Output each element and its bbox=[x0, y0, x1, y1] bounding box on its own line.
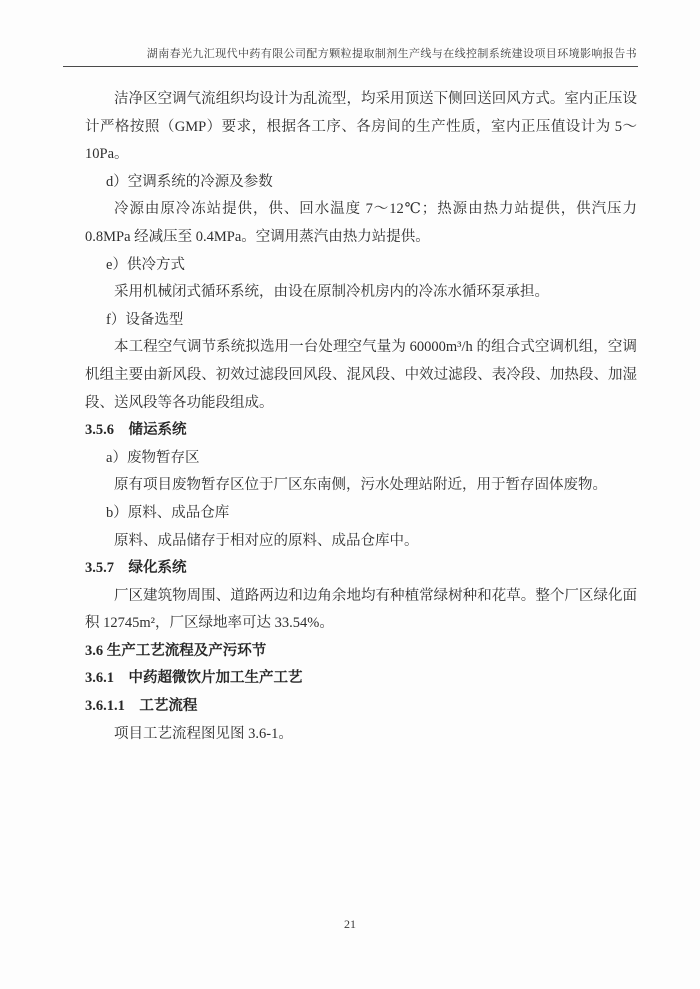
paragraph: 原料、成品储存于相对应的原料、成品仓库中。 bbox=[114, 532, 419, 549]
list-item: a）废物暂存区 bbox=[106, 449, 200, 466]
list-item: b）原料、成品仓库 bbox=[106, 504, 230, 521]
section-heading: 3.6.1 中药超微饮片加工生产工艺 bbox=[85, 670, 303, 687]
paragraph: 冷源由原冷冻站提供，供、回水温度 7～12℃；热源由热力站提供，供汽压力 0.8MPa 经减压至 0.4MPa。空调用蒸汽由热力站提供。 bbox=[85, 201, 637, 245]
section-heading: 3.6 生产工艺流程及产污环节 bbox=[85, 642, 267, 659]
section-heading: 3.5.6 储运系统 bbox=[85, 422, 187, 439]
page-number: 21 bbox=[344, 917, 356, 931]
page-header-title: 湖南春光九汇现代中药有限公司配方颗粒提取制剂生产线与在线控制系统建设项目环境影响报告书 bbox=[146, 48, 637, 60]
header-rule bbox=[63, 66, 638, 67]
paragraph: 项目工艺流程图见图 3.6-1。 bbox=[114, 725, 293, 742]
paragraph: 原有项目废物暂存区位于厂区东南侧，污水处理站附近，用于暂存固体废物。 bbox=[114, 477, 607, 494]
paragraph: 厂区建筑物周围、道路两边和边角余地均有种植常绿树种和花草。整个厂区绿化面积 12745m²，厂区绿地率可达 33.54%。 bbox=[85, 587, 637, 632]
list-item: e）供冷方式 bbox=[106, 256, 185, 273]
section-heading: 3.6.1.1 工艺流程 bbox=[85, 698, 198, 715]
document-body bbox=[85, 86, 637, 748]
list-item: f）设备选型 bbox=[106, 311, 184, 328]
list-item: d）空调系统的冷源及参数 bbox=[106, 173, 273, 190]
paragraph: 洁净区空调气流组织均设计为乱流型，均采用顶送下侧回送回风方式。室内正压设计严格按照（GMP）要求，根据各工序、各房间的生产性质，室内正压值设计为 5～10Pa。 bbox=[85, 91, 637, 163]
paragraph: 本工程空气调节系统拟选用一台处理空气量为 60000m³/h 的组合式空调机组，空调机组主要由新风段、初效过滤段回风段、混风段、中效过滤段、表冷段、加热段、加湿段、送风段等各功能段组成。 bbox=[85, 339, 637, 411]
section-heading: 3.5.7 绿化系统 bbox=[85, 560, 187, 577]
paragraph: 采用机械闭式循环系统，由设在原制冷机房内的冷冻水循环泵承担。 bbox=[114, 284, 549, 301]
